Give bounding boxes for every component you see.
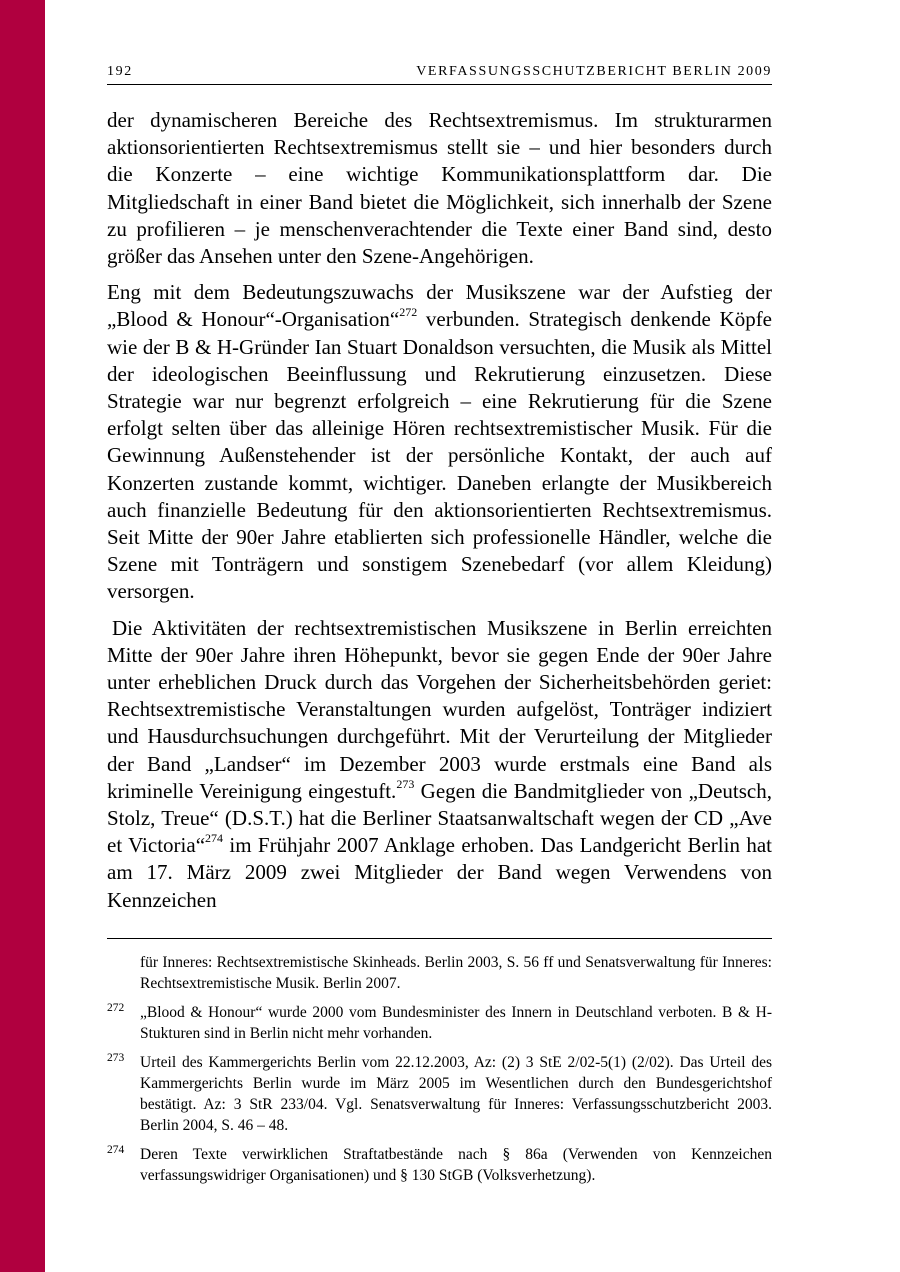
footnote-274 — [107, 1144, 772, 1186]
paragraph-3 — [107, 615, 772, 914]
main-text — [107, 107, 772, 914]
running-title: VERFASSUNGSSCHUTZBERICHT BERLIN 2009 — [416, 64, 772, 79]
paragraph-1: der dynamischeren Bereiche des Rechtsextremismus. Im strukturarmen aktionsorientierten Rechtsextremismus stellt sie – und hier besonders durch die Konzerte – eine wichtige Kommunikationsplattform dar. Die Mitgliedschaft in einer Band bietet die Möglichkeit, sich innerhalb der Szene zu profilieren – je menschenverachtender die Texte einer Band sind, desto größer das Ansehen unter den Szene-Angehörigen. — [107, 108, 772, 269]
footnote-ref-274[interactable]: 274 — [205, 831, 224, 846]
footnote-text: Urteil des Kammergerichts Berlin vom 22.12.2003, Az: (2) 3 StE 2/02-5(1) (2/02). Das Urteil des Kammergerichts Berlin wurde im März 2005 im Wesentlichen durch den Bundesgerichtshof bestätigt. Az: 3 StR 233/04. Vgl. Senatsverwaltung für Inneres: Verfassungsschutzbericht 2003. Berlin 2004, S. 46 – 48. — [140, 1054, 772, 1134]
footnote-number: 272 — [107, 1002, 125, 1014]
paragraph-3-text-c: im Frühjahr 2007 Anklage erhoben. Das Landgericht Berlin hat am 17. März 2009 zwei Mitglieder der Band wegen Verwendens von Kennzeichen — [107, 833, 772, 912]
footnote-number: 273 — [107, 1052, 125, 1064]
footnote-273 — [107, 1052, 772, 1136]
footnote-divider — [107, 938, 772, 939]
footnotes — [107, 952, 772, 1194]
footnote-text: Deren Texte verwirklichen Straftatbestände nach § 86a (Verwenden von Kennzeichen verfassungswidriger Organisationen) und § 130 StGB (Volksverhetzung). — [140, 1146, 772, 1184]
footnote-272 — [107, 1002, 772, 1044]
footnote-ref-272[interactable]: 272 — [399, 305, 418, 320]
footnote-continuation — [107, 952, 772, 994]
page-margin-bar — [0, 0, 45, 1272]
page-header — [107, 62, 772, 85]
footnote-ref-273[interactable]: 273 — [396, 776, 415, 791]
page-number: 192 — [107, 64, 133, 79]
footnote-number: 274 — [107, 1144, 125, 1156]
paragraph-2-text-a: Eng mit dem Bedeutungszuwachs der Musikszene war der Aufstieg der „Blood & Honour“-Organisation“ — [107, 280, 772, 332]
footnote-text: „Blood & Honour“ wurde 2000 vom Bundesminister des Innern in Deutschland verboten. B & H-Stukturen sind in Berlin nicht mehr vorhanden. — [140, 1004, 772, 1042]
paragraph-3-text-a: Die Aktivitäten der rechtsextremistischen Musikszene in Berlin erreichten Mitte der 90er Jahre ihren Höhepunkt, bevor sie gegen Ende der 90er Jahre unter erheblichen Druck durch das Vorgehen der Sicherheitsbehörden geriet: Rechtsextremistische Veranstaltungen wurden aufgelöst, Tonträger indiziert und Hausdurchsuchungen durchgeführt. Mit der Verurteilung der Mitglieder der Band „Landser“ im Dezember 2003 wurde erstmals eine Band als kriminelle Vereinigung eingestuft. — [107, 615, 772, 803]
paragraph-2 — [107, 279, 772, 605]
paragraph-2-text-b: verbunden. Strategisch denkende Köpfe wie der B & H-Gründer Ian Stuart Donaldson versuchten, die Musik als Mittel der ideologischen Beeinflussung und Rekrutierung einzusetzen. Diese Strategie war nur begrenzt erfolgreich – eine Rekrutierung für die Szene erfolgt selten über das alleinige Hören rechtsextremistischer Musik. Für die Gewinnung Außenstehender ist der persönliche Kontakt, der auch auf Konzerten zustande kommt, wichtiger. Daneben erlangte der Musikbereich auch finanzielle Bedeutung für den aktionsorientierten Rechtsextremismus. Seit Mitte der 90er Jahre etablierten sich professionelle Händler, welche die Szene mit Tonträgern und sonstigem Szenebedarf (vor allem Kleidung) versorgen. — [107, 307, 773, 604]
paragraph-3-text-b: Gegen die Bandmitglieder von „Deutsch, Stolz, Treue“ (D.S.T.) hat die Berliner Staatsanwaltschaft wegen der CD „Ave et Victoria“ — [107, 778, 772, 858]
footnote-continuation-text: für Inneres: Rechtsextremistische Skinheads. Berlin 2003, S. 56 ff und Senatsverwaltung für Inneres: Rechtsextremistische Musik. Berlin 2007. — [140, 954, 772, 992]
